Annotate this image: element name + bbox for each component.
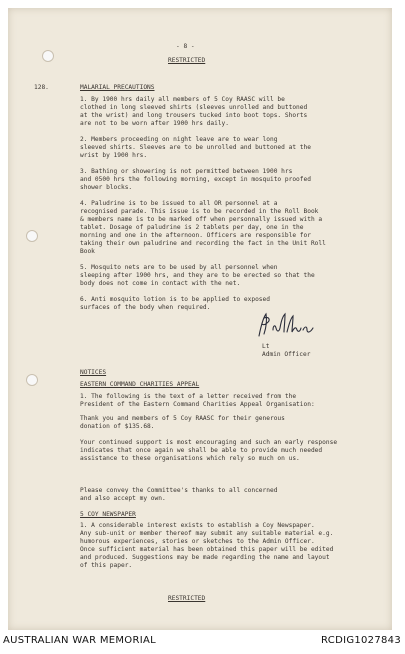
- text-line: 1. By 1900 hrs daily all members of 5 Coy RAASC will be: [80, 96, 285, 103]
- text-line: shower blocks.: [80, 184, 133, 191]
- text-line: humorous experiences, stories or sketches to the Admin Officer.: [80, 538, 315, 545]
- text-line: body does not come in contact with the net.: [80, 280, 241, 287]
- text-line: 4. Paludrine is to be issued to all OR personnel at a: [80, 200, 278, 207]
- text-line: indicates that once again we shall be able to provide much needed: [80, 447, 323, 454]
- punch-hole: [26, 374, 38, 386]
- page-number: - 8 -: [176, 43, 195, 50]
- text-line: surfaces of the body when required.: [80, 304, 211, 311]
- text-line: & members name is to be marked off when personnally issued with a: [80, 216, 323, 223]
- section-number: 128.: [34, 84, 49, 91]
- text-line: at the wrist) and long trousers tucked into boot tops. Shorts: [80, 112, 308, 119]
- archive-credit-bar: [0, 630, 405, 654]
- text-line: assistance to these organisations which rely so much on us.: [80, 455, 300, 462]
- appeal-heading: EASTERN COMMAND CHARITIES APPEAL: [80, 381, 200, 388]
- text-line: Book: [80, 248, 95, 255]
- text-line: Once sufficient material has been obtained this paper will be edited: [80, 546, 334, 553]
- text-line: Please convey the Committee's thanks to all concerned: [80, 487, 278, 494]
- text-line: 6. Anti mosquito lotion is to be applied to exposed: [80, 296, 270, 303]
- text-line: recognised parade. This issue is to be recorded in the Roll Book: [80, 208, 319, 215]
- record-id: RCDIG1027843: [321, 635, 401, 646]
- text-line: are not to be worn after 1900 hrs daily.: [80, 120, 230, 127]
- section-title: MALARIAL PRECAUTIONS: [80, 84, 155, 91]
- text-line: sleeping after 1900 hrs, and they are to be erected so that the: [80, 272, 315, 279]
- classification-footer: RESTRICTED: [168, 595, 206, 602]
- classification-header: RESTRICTED: [168, 57, 206, 64]
- punch-hole: [42, 50, 54, 62]
- text-line: Any sub-unit or member thereof may submit any suitable material e.g.: [80, 530, 334, 537]
- text-line: 5. Mosquito nets are to be used by all personnel when: [80, 264, 278, 271]
- text-line: 3. Bathing or showering is not permitted between 1900 hrs: [80, 168, 293, 175]
- text-line: donation of $135.68.: [80, 423, 155, 430]
- text-line: and also accept my own.: [80, 495, 166, 502]
- signatory-rank: Lt: [262, 343, 270, 350]
- punch-hole: [26, 230, 38, 242]
- text-line: wrist by 1900 hrs.: [80, 152, 148, 159]
- text-line: 1. A considerable interest exists to establish a Coy Newspaper.: [80, 522, 315, 529]
- text-line: and 0500 hrs the following morning, except in mosquito proofed: [80, 176, 311, 183]
- text-line: clothed in long sleeved shirts (sleeves unrolled and buttoned: [80, 104, 308, 111]
- text-line: 2. Members proceeding on night leave are to wear long: [80, 136, 278, 143]
- signatory-title: Admin Officer: [262, 351, 311, 358]
- text-line: tablet. Dosage of paludrine is 2 tablets per day, one in the: [80, 224, 304, 231]
- text-line: Your continued support is most encouraging and such an early response: [80, 439, 338, 446]
- text-line: taking their own paludrine and recording the fact in the Unit Roll: [80, 240, 326, 247]
- archive-name: AUSTRALIAN WAR MEMORIAL: [3, 635, 156, 646]
- newspaper-heading: 5 COY NEWSPAPER: [80, 511, 136, 518]
- text-line: Thank you and members of 5 Coy RAASC for their generous: [80, 415, 285, 422]
- notices-heading: NOTICES: [80, 369, 107, 376]
- text-line: morning and one in the afternoon. Officers are responsible for: [80, 232, 311, 239]
- text-line: 1. The following is the text of a letter received from the: [80, 393, 297, 400]
- text-line: President of the Eastern Command Charities Appeal Organisation:: [80, 401, 315, 408]
- text-line: sleeved shirts. Sleeves are to be unrolled and buttoned at the: [80, 144, 311, 151]
- text-line: of this paper.: [80, 562, 133, 569]
- handwritten-signature: [255, 310, 317, 340]
- text-line: and produced. Suggestions may be made regarding the name and layout: [80, 554, 330, 561]
